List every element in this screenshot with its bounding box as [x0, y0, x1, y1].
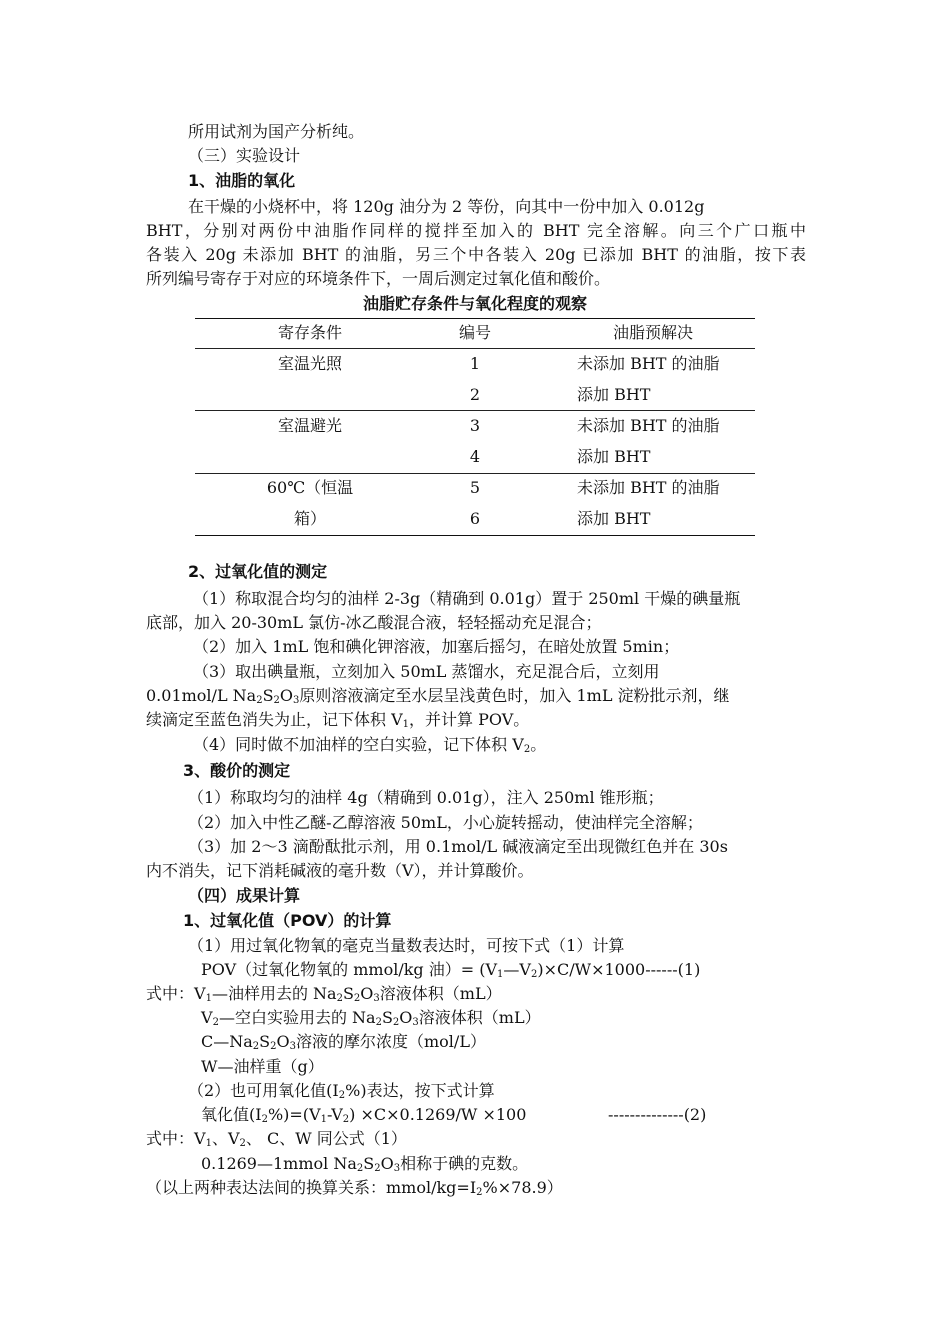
acid-step-line: （3）加 2～3 滴酚酞批示剂，用 0.1mol/L 碱液滴定至出现微红色并在 30s — [188, 837, 728, 856]
pov-formula-legend: 式中：$V_1—$油样用去的 $Na_2S_2O_3$溶液体积（mL） — [146, 984, 502, 1004]
oxidation-paragraph-line: 各装入 20g 未添加 BHT 的油脂，另三个中各装入 20g 已添加 BHT 的油脂，按下表 — [146, 245, 806, 264]
pov-formula-legend: $C—Na_2S_2O_3$溶液的摩尔浓度（mol/L） — [201, 1032, 486, 1052]
oxidation-paragraph-line: 在干燥的小烧杯中，将 120g 油分为 2 等份，向其中一份中加入 0.012g — [188, 197, 705, 216]
oxidation-value-formula: 氧化值$(I_2\%)=(V_1-V_2) \times C\times 0.1269/W \times 100$ — [201, 1105, 527, 1125]
table-cell-treatment: 添加 BHT — [577, 447, 651, 466]
pov-step-line: （3）取出碘量瓶，立刻加入 50mL 蒸馏水，充足混合后，立刻用 — [193, 662, 660, 681]
pov-calc-intro: （1）用过氧化物氧的毫克当量数表达时，可按下式（1）计算 — [188, 936, 625, 955]
table-cell-number: 1 — [469, 354, 481, 373]
conversion-note: （以上两种表达法间的换算关系：mmol/$kg=I_2\%\times 78.9$） — [146, 1178, 563, 1198]
table-cell-condition: 60℃（恒温 — [266, 478, 354, 497]
table-cell-treatment: 未添加 BHT 的油脂 — [577, 354, 720, 373]
section-3-heading: （三）实验设计 — [188, 146, 301, 165]
oxidation-value-formula-number: --------------(2) — [608, 1105, 707, 1124]
table-cell-number: 6 — [469, 509, 481, 528]
table-cell-condition: 室温避光 — [277, 416, 342, 435]
table-cell-number: 5 — [469, 478, 481, 497]
pov-formula-legend: W—油样重（g） — [201, 1057, 324, 1076]
subsection-pov-heading: 2、过氧化值的测定 — [188, 562, 328, 581]
table-cell-number: 4 — [469, 447, 481, 466]
subsection-oxidation-heading: 1、油脂的氧化 — [188, 171, 296, 190]
table-header-treatment: 油脂预解决 — [613, 323, 694, 342]
table-bottom-rule — [195, 535, 755, 536]
oxidation-paragraph-line: BHT，分别对两份中油脂作同样的搅拌至加入的 BHT 完全溶解。向三个广口瓶中 — [146, 221, 806, 240]
reagent-note: 所用试剂为国产分析纯。 — [188, 122, 365, 141]
oxidation-value-legend: 式中：$V_1$、$V_2$、 C、W 同公式（1） — [146, 1129, 407, 1149]
acid-step-line: 内不消失，记下消耗碱液的毫升数（V），并计算酸价。 — [146, 861, 534, 880]
table-cell-treatment: 添加 BHT — [577, 509, 651, 528]
pov-step-line: 续滴定至蓝色消失为止，记下体积 $V_1$，并计算 POV。 — [146, 710, 530, 730]
pov-step-line: （1）称取混合均匀的油样 2-3g（精确到 0.01g）置于 250ml 干燥的碘量瓶 — [193, 589, 741, 608]
table-cell-number: 2 — [469, 385, 481, 404]
subsection-acid-value-heading: 3、酸价的测定 — [183, 761, 291, 780]
table-cell-condition: 箱） — [293, 509, 326, 528]
table-cell-number: 3 — [469, 416, 481, 435]
section-4-heading: （四）成果计算 — [188, 886, 301, 905]
table-cell-condition: 室温光照 — [277, 354, 342, 373]
oxidation-value-legend: 0.1269—1mmol $Na_2S_2O_3$相称于碘的克数。 — [201, 1154, 529, 1174]
pov-step-line: （2）加入 1mL 饱和碘化钾溶液，加塞后摇匀，在暗处放置 5min； — [193, 637, 680, 656]
table-cell-treatment: 未添加 BHT 的油脂 — [577, 416, 720, 435]
table-cell-treatment: 未添加 BHT 的油脂 — [577, 478, 720, 497]
pov-formula-legend: $V_2—$空白实验用去的 $Na_2S_2O_3$溶液体积（mL） — [201, 1008, 541, 1028]
table-caption: 油脂贮存条件与氧化程度的观察 — [362, 294, 587, 313]
table-header-condition: 寄存条件 — [277, 323, 342, 342]
table-header-number: 编号 — [458, 323, 491, 342]
pov-step-line: 0.01mol/L $Na_2S_2O_3$原则溶液滴定至水层呈浅黄色时，加入 1mL 淀粉批示剂，继 — [146, 686, 730, 706]
table-group-rule — [195, 410, 755, 411]
oxidation-value-intro: （2）也可用氧化值$(I_2\%)$表达，按下式计算 — [188, 1081, 495, 1101]
na2s2o3-formula: $_2S_2O_3$ — [256, 686, 300, 706]
table-group-rule — [195, 473, 755, 474]
oxidation-paragraph-line: 所列编号寄存于对应的环境条件下，一周后测定过氧化值和酸价。 — [146, 269, 611, 288]
table-header-rule — [195, 348, 755, 349]
pov-calc-heading: 1、过氧化值（POV）的计算 — [183, 911, 392, 930]
na2s2o3-subscript-data — [0, 0, 1, 1]
pov-step-line: （4）同时做不加油样的空白实验，记下体积 $V_2$。 — [193, 735, 547, 755]
pov-step-line: 底部，加入 20-30mL 氯仿-冰乙酸混合液，轻轻摇动充足混合； — [146, 613, 602, 632]
pov-formula: POV（过氧化物氧的 mmol/kg 油）= $(V_1—V_2)\times C/W\times 1000------(1)$ — [201, 960, 701, 980]
table-cell-treatment: 添加 BHT — [577, 385, 651, 404]
table-top-rule — [195, 318, 755, 319]
acid-step-line: （1）称取均匀的油样 4g（精确到 0.01g），注入 250ml 锥形瓶； — [188, 788, 664, 807]
acid-step-line: （2）加入中性乙醚-乙醇溶液 50mL，小心旋转摇动，使油样完全溶解； — [188, 813, 703, 832]
